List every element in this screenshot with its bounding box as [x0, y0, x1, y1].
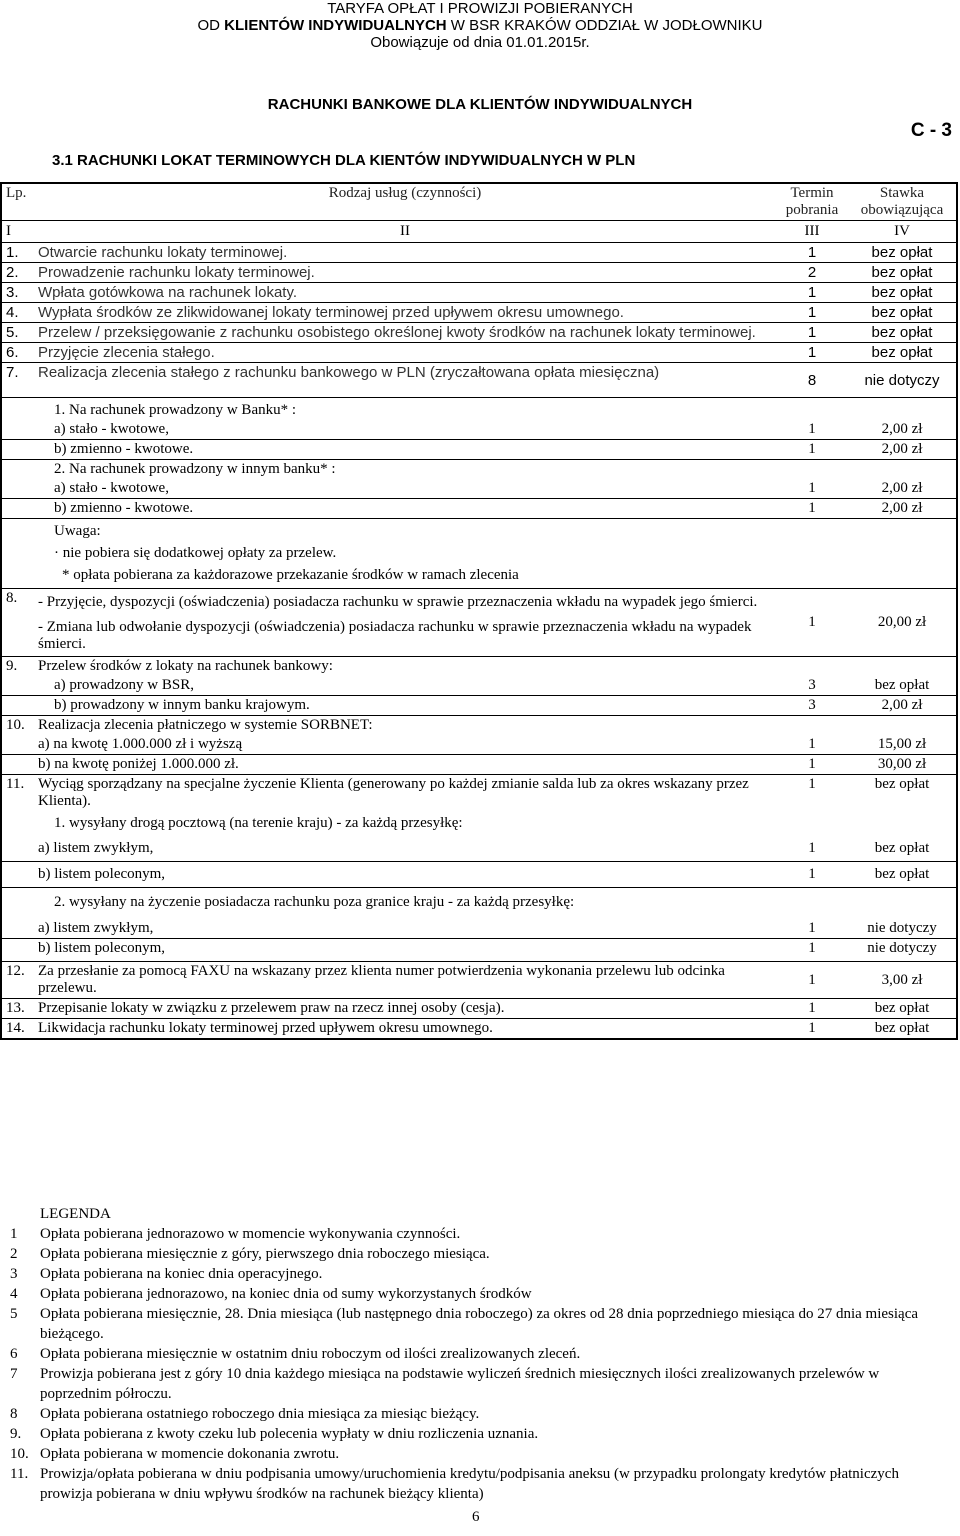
- row7-note-2: * opłata pobierana za każdorazowe przekazanie środków w ramach zlecenia: [1, 563, 957, 589]
- legend-title: LEGENDA: [40, 1206, 111, 1222]
- row11-sub-item: b) listem poleconym, 1 nie dotyczy: [1, 939, 957, 962]
- header-line-2-bold: KLIENTÓW INDYWIDUALNYCH: [224, 17, 447, 34]
- row7-sub-title-a: 1. Na rachunek prowadzony w Banku* :: [54, 402, 297, 418]
- row-text: Przelew / przeksięgowanie z rachunku osobistego określonej kwoty środków na rachunek lokaty terminowej.: [34, 323, 776, 343]
- row-term: 1: [776, 283, 848, 303]
- row7-sub-title-b: 2. Na rachunek prowadzony w innym banku* :: [54, 461, 336, 477]
- legend-item: 4 Opłata pobierana jednorazowo, na koniec dnia od sumy wykorzystanych środków: [10, 1286, 532, 1302]
- row7-sub-item: a) stało - kwotowe, 1 2,00 zł: [1, 420, 957, 440]
- table-row-12: 12. Za przesłanie za pomocą FAXU na wskazany przez klienta numer potwierdzenia wykonania przelewu lub odcinka przelewu. 1 3,00 zł: [1, 962, 957, 999]
- table-row: [1, 263, 957, 283]
- legend-item: 8 Opłata pobierana ostatniego roboczego dnia miesiąca za miesiąc bieżący.: [10, 1406, 480, 1422]
- table-row-8: 8. - Przyjęcie, dyspozycji (oświadczenia) posiadacza rachunku w sprawie przeznaczenia wkładu na wypadek jego śmierci. - Zmiana lub odwołanie dyspozycji (oświadczenia) posiadacza rachunku w sprawie przeznaczenia wkładu na wypadek śmierci. 1 20,00 zł: [1, 589, 957, 657]
- table-row: [1, 243, 957, 263]
- section-code: C - 3: [910, 120, 952, 141]
- row-term: 1: [776, 243, 848, 263]
- row-term: 1: [776, 323, 848, 343]
- row11-sub-item: b) listem poleconym, 1 bez opłat: [1, 862, 957, 888]
- legend: [10, 1204, 940, 1504]
- row8-text-2: - Zmiana lub odwołanie dyspozycji (oświadczenia) posiadacza rachunku w sprawie przeznaczenia wkładu na wypadek śmierci.: [38, 619, 752, 652]
- row-rate: bez opłat: [848, 323, 957, 343]
- row-term: 8: [776, 363, 848, 398]
- row-rate: bez opłat: [848, 243, 957, 263]
- legend-item: 7 Prowizja pobierana jest z góry 10 dnia każdego miesiąca na podstawie wyliczeń średnich miesięcznych ilości zrealizowanych przelewów w poprzednim półroczu.: [10, 1366, 880, 1402]
- row-text: Przyjęcie zlecenia stałego.: [34, 343, 776, 363]
- fee-table: [0, 182, 958, 1040]
- row-lp: 3.: [1, 283, 34, 303]
- row-term: 1: [776, 343, 848, 363]
- row11-sub-1: 1. wysyłany drogą pocztową (na terenie kraju) - za każdą przesyłkę:: [54, 815, 463, 831]
- row11-sub-item: a) listem zwykłym, 1 bez opłat: [1, 836, 957, 862]
- row7-note-1: · nie pobiera się dodatkowej opłaty za przelew.: [54, 545, 337, 561]
- legend-item: 2 Opłata pobierana miesięcznie z góry, pierwszego dnia roboczego miesiąca.: [10, 1246, 490, 1262]
- row-term: 1: [776, 303, 848, 323]
- table-row-10: 10. Realizacja zlecenia płatniczego w systemie SORBNET:: [6, 717, 373, 733]
- section-title: RACHUNKI BANKOWE DLA KLIENTÓW INDYWIDUALNYCH: [267, 96, 693, 113]
- row9-sub-item: a) prowadzony w BSR, 3 bez opłat: [1, 676, 957, 696]
- row11-sub-item: a) listem zwykłym, 1 nie dotyczy: [1, 919, 957, 939]
- header-rate: Stawka obowiązująca: [848, 183, 957, 221]
- row7-sub-item: b) zmienno - kwotowe. 1 2,00 zł: [1, 440, 957, 460]
- roman-2: II: [34, 221, 776, 243]
- row7-sub-item: b) zmienno - kwotowe. 1 2,00 zł: [1, 499, 957, 519]
- table-row-13: 13. Przepisanie lokaty w związku z przelewem praw na rzecz innej osoby (cesja). 1 bez opłat: [1, 999, 957, 1019]
- row-lp: 7.: [1, 363, 34, 398]
- row-lp: 4.: [1, 303, 34, 323]
- row-lp: 5.: [1, 323, 34, 343]
- row10-sub-item: a) na kwotę 1.000.000 zł i wyższą 1 15,00 zł: [1, 735, 957, 755]
- row-text: Otwarcie rachunku lokaty terminowej.: [34, 243, 776, 263]
- table-row: [1, 303, 957, 323]
- row-rate: bez opłat: [848, 283, 957, 303]
- row-term: 2: [776, 263, 848, 283]
- header-term: Termin pobrania: [776, 183, 848, 221]
- row9-sub-item: b) prowadzony w innym banku krajowym. 3 2,00 zł: [1, 696, 957, 716]
- row-text: Wypłata środków ze zlikwidowanej lokaty terminowej przed upływem okresu umownego.: [34, 303, 776, 323]
- legend-item: 3 Opłata pobierana na koniec dnia operacyjnego.: [10, 1266, 323, 1282]
- subsection-title: 3.1 RACHUNKI LOKAT TERMINOWYCH DLA KIENTÓW INDYWIDUALNYCH W PLN: [52, 152, 636, 169]
- header-line-1: TARYFA OPŁAT I PROWIZJI POBIERANYCH: [327, 0, 633, 17]
- row-rate: nie dotyczy: [848, 363, 957, 398]
- row-text: Prowadzenie rachunku lokaty terminowej.: [34, 263, 776, 283]
- table-header-row: [1, 183, 957, 221]
- header-lp: Lp.: [1, 183, 34, 221]
- table-row: [1, 343, 957, 363]
- legend-item: 9. Opłata pobierana z kwoty czeku lub polecenia wypłaty w dniu rozliczenia uznania.: [10, 1426, 539, 1442]
- row-lp: 2.: [1, 263, 34, 283]
- legend-item: 5 Opłata pobierana miesięcznie, 28. Dnia miesiąca (lub następnego dnia roboczego) za okres od 28 dnia poprzedniego miesiąca do 27 dnia miesiąca bieżącego.: [10, 1306, 919, 1342]
- row-rate: bez opłat: [848, 263, 957, 283]
- header-line-3: Obowiązuje od dnia 01.01.2015r.: [370, 34, 590, 51]
- header-line-2-suffix: W BSR KRAKÓW ODDZIAŁ W JODŁOWNIKU: [446, 17, 763, 34]
- roman-4: IV: [848, 221, 957, 243]
- header-line-2: [0, 17, 960, 34]
- table-row: [1, 323, 957, 343]
- table-row: [1, 363, 957, 398]
- header-line-2-prefix: OD: [197, 17, 225, 34]
- legend-item: 11. Prowizja/opłata pobierana w dniu podpisania umowy/uruchomienia kredytu/podpisania aneksu (w przypadku prolongaty kredytów płatniczych prowizja pobierana w dniu wpływu środków na rachunek bieżący klienta): [10, 1466, 899, 1502]
- row10-sub-item: b) na kwotę poniżej 1.000.000 zł. 1 30,00 zł: [1, 755, 957, 775]
- row11-sub-2: 2. wysyłany na życzenie posiadacza rachunku poza granice kraju - za każdą przesyłkę:: [54, 894, 575, 910]
- row8-text-1: - Przyjęcie, dyspozycji (oświadczenia) posiadacza rachunku w sprawie przeznaczenia wkładu na wypadek jego śmierci.: [38, 594, 758, 610]
- row7-sub-item: a) stało - kwotowe, 1 2,00 zł: [1, 479, 957, 499]
- row-lp: 1.: [1, 243, 34, 263]
- page-number: 6: [472, 1509, 480, 1525]
- legend-item: 1 Opłata pobierana jednorazowo w momencie wykonywania czynności.: [10, 1226, 461, 1242]
- roman-row: [1, 221, 957, 243]
- table-row-11: 11. Wyciąg sporządzany na specjalne życzenie Klienta (generowany po każdej zmianie salda lub za okres wskazany przez Klienta). 1 bez opłat: [6, 776, 930, 809]
- table-row-9: 9. Przelew środków z lokaty na rachunek bankowy:: [6, 658, 333, 674]
- header-service: Rodzaj usług (czynności): [34, 183, 776, 221]
- table-row: [1, 283, 957, 303]
- roman-3: III: [776, 221, 848, 243]
- row-rate: bez opłat: [848, 303, 957, 323]
- row-text: Wpłata gotówkowa na rachunek lokaty.: [34, 283, 776, 303]
- legend-item: 10. Opłata pobierana w momencie dokonania zwrotu.: [10, 1446, 340, 1462]
- legend-item: 6 Opłata pobierana miesięcznie w ostatnim dniu roboczym od ilości zrealizowanych zleceń.: [10, 1346, 581, 1362]
- row-text: Realizacja zlecenia stałego z rachunku bankowego w PLN (zryczałtowana opłata miesięczna): [34, 363, 776, 398]
- table-row-14: 14. Likwidacja rachunku lokaty terminowej przed upływem okresu umownego. 1 bez opłat: [6, 1020, 930, 1036]
- row-lp: 6.: [1, 343, 34, 363]
- row-rate: bez opłat: [848, 343, 957, 363]
- row7-note-title: Uwaga:: [54, 523, 101, 539]
- document-header: [0, 0, 960, 51]
- roman-1: I: [1, 221, 34, 243]
